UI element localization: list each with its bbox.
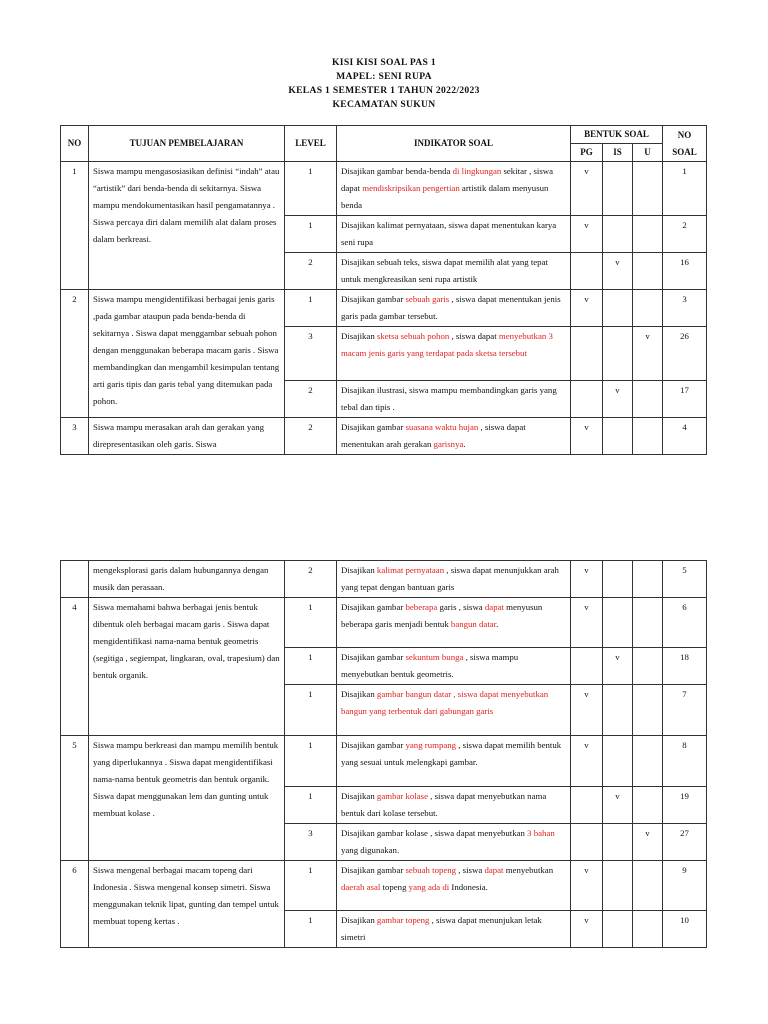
question-number: 7 [663,685,707,736]
indicator-text: , siswa dapat menentukan jenis garis pada gambar tersebut. [341,294,561,321]
indicator-highlight: beberapa [405,602,438,612]
level-value: 1 [285,911,337,948]
indicator-text: Disajikan gambar [341,602,406,612]
kisi-kisi-table-page-2 [60,560,707,948]
is-mark [603,216,633,253]
is-mark [603,685,633,736]
indicator-text: Disajikan [341,791,377,801]
kisi-kisi-table-page-1 [60,125,707,455]
col-bentuk-soal-header: BENTUK SOAL [571,126,663,144]
indicator-highlight: sebuah topeng [405,865,457,875]
row-number: 2 [61,290,89,418]
is-mark [603,327,633,381]
question-indicator [337,648,571,685]
indicator-highlight: di lingkungan [452,166,502,176]
u-mark [633,162,663,216]
col-nosoal-header [663,126,707,162]
u-mark [633,685,663,736]
question-indicator [337,253,571,290]
level-value: 1 [285,861,337,911]
row-number: 3 [61,418,89,455]
indicator-text: Disajikan kalimat pernyataan, siswa dapat menentukan karya seni rupa [341,220,557,247]
indicator-highlight: yang rumpang [405,740,457,750]
level-value: 1 [285,787,337,824]
question-indicator [337,327,571,381]
indicator-text: Disajikan [341,565,377,575]
indicator-highlight: dapat [484,865,504,875]
indicator-text: Disajikan ilustrasi, siswa mampu membandingkan garis yang tebal dan tipis . [341,385,557,412]
indicator-text: topeng [380,882,409,892]
is-mark [603,561,633,598]
header-title: KISI KISI SOAL PAS 1 [332,57,436,68]
indicator-text: . [496,619,499,629]
indicator-highlight: yang ada di [408,882,450,892]
indicator-text: Disajikan gambar benda-benda [341,166,453,176]
pg-mark: v [571,911,603,948]
is-mark [603,290,633,327]
is-mark: v [603,648,633,685]
indicator-highlight: gambar topeng [376,915,430,925]
question-indicator [337,561,571,598]
learning-objective: Siswa mampu mengidentifikasi berbagai jenis garis ,pada gambar ataupun pada benda-benda di sekitarnya . Siswa dapat menggambar sebuah pohon dengan menggunakan beberapa macam garis . Siswa membandingkan dan mengambil kesimpulan tentang arti garis tipis dan garis tebal yang ditemukan pada pohon. [89,290,285,418]
indicator-text: , siswa dapat menunjukan letak simetri [341,915,542,942]
question-number: 5 [663,561,707,598]
question-indicator [337,787,571,824]
is-mark [603,824,633,861]
learning-objective: Siswa mengenal berbagai macam topeng dari Indonesia . Siswa mengenal konsep simetri. Siswa menggunakan teknik lipat, gunting dan tempel untuk membuat topeng kertas . [89,861,285,948]
indicator-text: , siswa dapat menentukan arah gerakan [341,422,526,449]
table-row [61,561,707,598]
row-number [61,561,89,598]
question-indicator [337,418,571,455]
col-tujuan-header: TUJUAN PEMBELAJARAN [89,126,285,162]
indicator-highlight: mendiskripsikan pengertian [362,183,460,193]
question-number: 17 [663,381,707,418]
indicator-text: , siswa dapat menyebutkan nama bentuk dari kolase tersebut. [341,791,547,818]
indicator-text: , siswa dapat memilih bentuk yang sesuai untuk melengkapi gambar. [341,740,562,767]
is-mark [603,598,633,648]
is-mark [603,911,633,948]
is-mark: v [603,253,633,290]
indicator-text: Disajikan gambar [341,422,406,432]
indicator-text: Disajikan gambar [341,865,406,875]
question-indicator [337,216,571,253]
indicator-text: Disajikan gambar kolase , siswa dapat menyebutkan [341,828,528,838]
u-mark [633,216,663,253]
col-indikator-header: INDIKATOR SOAL [337,126,571,162]
level-value: 2 [285,418,337,455]
pg-mark [571,253,603,290]
table-row [61,162,707,216]
u-mark [633,561,663,598]
question-number: 4 [663,418,707,455]
level-value: 2 [285,561,337,598]
document-header [0,56,768,112]
u-mark [633,911,663,948]
header-district: KECAMATAN SUKUN [332,99,436,110]
indicator-highlight: sebuah garis [405,294,450,304]
pg-mark: v [571,598,603,648]
u-mark [633,861,663,911]
level-value: 2 [285,381,337,418]
indicator-text: . [463,439,466,449]
pg-mark: v [571,861,603,911]
level-value: 3 [285,327,337,381]
table-row [61,290,707,327]
question-indicator [337,685,571,736]
indicator-text: Disajikan gambar [341,740,406,750]
table-row [61,598,707,648]
col-no-header: NO [61,126,89,162]
indicator-highlight: sekuntum bunga [405,652,464,662]
col-level-header: LEVEL [285,126,337,162]
u-mark [633,253,663,290]
learning-objective: mengeksplorasi garis dalam hubungannya dengan musik dan perasaan. [89,561,285,598]
u-mark [633,381,663,418]
level-value: 1 [285,216,337,253]
question-indicator [337,911,571,948]
pg-mark [571,824,603,861]
indicator-text: Disajikan gambar [341,294,406,304]
table-row [61,736,707,787]
indicator-highlight: menyebutkan 3 macam jenis garis yang terdapat pada sketsa tersebut [341,331,553,358]
level-value: 1 [285,736,337,787]
indicator-highlight: gambar kolase [376,791,428,801]
pg-mark: v [571,736,603,787]
question-indicator [337,598,571,648]
question-number: 3 [663,290,707,327]
indicator-text: garis , siswa [437,602,485,612]
indicator-highlight: daerah asal [341,882,381,892]
learning-objective: Siswa mampu mengasosiasikan definisi “indah” atau “artistik” dari benda-benda di sekitarnya. Siswa mampu mendokumentasikan hasil pengamatannya . Siswa percaya diri dalam memilih alat dalam proses dalam berkreasi. [89,162,285,290]
question-indicator [337,162,571,216]
indicator-text: Disajikan [341,331,377,341]
pg-mark [571,787,603,824]
question-number: 6 [663,598,707,648]
question-indicator [337,290,571,327]
indicator-highlight: kalimat pernyataan [376,565,445,575]
level-value: 1 [285,598,337,648]
row-number: 6 [61,861,89,948]
indicator-text: , siswa dapat menunjukkan arah yang tepat dengan bantuan garis [341,565,559,592]
question-number: 16 [663,253,707,290]
is-mark [603,736,633,787]
u-mark [633,418,663,455]
learning-objective: Siswa memahami bahwa berbagai jenis bentuk dibentuk oleh berbagai macam garis . Siswa dapat mengidentifikasi nama-nama bentuk geometris (segitiga , segiempat, lingkaran, oval, trapesium) dan bentuk organik. [89,598,285,736]
question-number: 18 [663,648,707,685]
is-mark [603,861,633,911]
indicator-highlight: dapat [484,602,504,612]
indicator-text: Disajikan [341,689,377,699]
col-u-header: U [633,144,663,162]
question-number: 9 [663,861,707,911]
level-value: 1 [285,162,337,216]
indicator-highlight: gambar bangun datar , siswa dapat menyebutkan bangun yang terbentuk dari gabungan garis [341,689,549,716]
table-row [61,861,707,911]
level-value: 1 [285,648,337,685]
indicator-text: Indonesia. [449,882,488,892]
col-is-header: IS [603,144,633,162]
indicator-text: , siswa dapat [449,331,499,341]
indicator-text: Disajikan [341,915,377,925]
question-number: 26 [663,327,707,381]
pg-mark [571,648,603,685]
indicator-highlight: bangun datar [450,619,497,629]
is-mark [603,418,633,455]
question-number: 27 [663,824,707,861]
indicator-text: sekitar , siswa dapat [341,166,554,193]
table-row [61,418,707,455]
indicator-text: yang digunakan. [341,845,400,855]
pg-mark: v [571,418,603,455]
question-indicator [337,861,571,911]
indicator-text: menyebutkan [503,865,554,875]
indicator-text: Disajikan sebuah teks, siswa dapat memilih alat yang tepat untuk mengkreasikan seni rupa artistik [341,257,548,284]
question-number: 10 [663,911,707,948]
question-number: 1 [663,162,707,216]
is-mark [603,162,633,216]
question-indicator [337,381,571,418]
level-value: 2 [285,253,337,290]
is-mark: v [603,381,633,418]
col-pg-header: PG [571,144,603,162]
learning-objective: Siswa mampu berkreasi dan mampu memilih bentuk yang diperlukannya . Siswa dapat mengidentifikasi nama-nama bentuk geometris dan bentuk organik. Siswa dapat menggunakan lem dan gunting untuk membuat kolase . [89,736,285,861]
indicator-text: Disajikan gambar [341,652,406,662]
question-number: 8 [663,736,707,787]
pg-mark [571,327,603,381]
indicator-highlight: sketsa sebuah pohon [376,331,450,341]
pg-mark: v [571,290,603,327]
level-value: 1 [285,685,337,736]
pg-mark: v [571,162,603,216]
u-mark [633,736,663,787]
question-number: 19 [663,787,707,824]
row-number: 5 [61,736,89,861]
level-value: 1 [285,290,337,327]
question-indicator [337,736,571,787]
u-mark: v [633,824,663,861]
pg-mark: v [571,561,603,598]
indicator-text: menyusun beberapa garis menjadi bentuk [341,602,543,629]
col-nosoal-label-2: SOAL [672,146,697,157]
indicator-text: , siswa [456,865,485,875]
indicator-text: , siswa mampu menyebutkan bentuk geometris. [341,652,519,679]
indicator-highlight: 3 bahan [527,828,555,838]
pg-mark: v [571,685,603,736]
u-mark [633,598,663,648]
u-mark [633,648,663,685]
question-indicator [337,824,571,861]
pg-mark: v [571,216,603,253]
header-class: KELAS 1 SEMESTER 1 TAHUN 2022/2023 [288,85,480,96]
u-mark: v [633,327,663,381]
indicator-text: artistik dalam menyusun benda [341,183,549,210]
u-mark [633,290,663,327]
pg-mark [571,381,603,418]
indicator-highlight: suasana waktu hujan [405,422,479,432]
row-number: 4 [61,598,89,736]
is-mark: v [603,787,633,824]
u-mark [633,787,663,824]
indicator-highlight: garisnya [433,439,464,449]
row-number: 1 [61,162,89,290]
col-nosoal-label-1: NO [677,129,692,140]
header-subject: MAPEL: SENI RUPA [336,71,432,82]
question-number: 2 [663,216,707,253]
learning-objective: Siswa mampu merasakan arah dan gerakan yang direpresentasikan oleh garis. Siswa [89,418,285,455]
level-value: 3 [285,824,337,861]
